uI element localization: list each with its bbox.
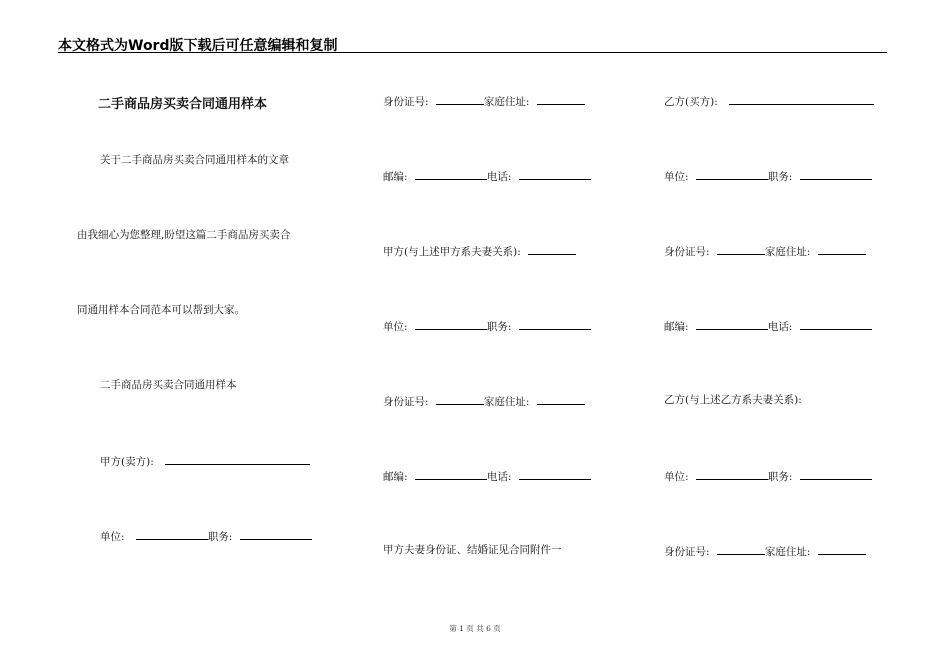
party-b-label: 乙方(买方): [664, 96, 718, 108]
intro-line-2: 由我细心为您整理,盼望这篇二手商品房买卖合 [77, 229, 291, 241]
address-field[interactable] [537, 93, 585, 105]
intro-line-3: 同通用样本合同范本可以帮到大家。 [77, 304, 245, 316]
id-address-row-2 [664, 543, 866, 559]
id-label: 身份证号: [383, 96, 429, 108]
unit-field[interactable] [696, 468, 768, 480]
address-field[interactable] [818, 243, 866, 255]
unit-label: 单位: [100, 531, 125, 543]
phone-label: 电话: [486, 471, 512, 483]
position-label: 职务: [207, 531, 233, 543]
id-field[interactable] [717, 543, 765, 555]
party-a-label: 甲方(卖方): [100, 456, 154, 468]
party-b-row [664, 93, 874, 109]
postcode-label: 邮编: [664, 321, 689, 333]
unit-field[interactable] [696, 168, 768, 180]
phone-label: 电话: [767, 321, 793, 333]
phone-field[interactable] [519, 168, 591, 180]
unit-position-row-2 [664, 468, 872, 484]
address-label: 家庭住址: [764, 546, 811, 558]
id-field[interactable] [436, 93, 484, 105]
position-field[interactable] [800, 468, 872, 480]
section-subtitle: 二手商品房买卖合同通用样本 [100, 379, 237, 391]
postcode-phone-row [383, 168, 591, 184]
address-field[interactable] [537, 393, 585, 405]
intro-line-1: 关于二手商品房买卖合同通用样本的文章 [100, 154, 289, 166]
postcode-field[interactable] [696, 318, 768, 330]
id-label: 身份证号: [383, 396, 429, 408]
position-field[interactable] [240, 528, 312, 540]
position-field[interactable] [519, 318, 591, 330]
unit-row [100, 528, 312, 544]
party-a-row [100, 453, 310, 469]
id-field[interactable] [436, 393, 484, 405]
unit-label: 单位: [664, 171, 689, 183]
unit-label: 单位: [383, 321, 408, 333]
postcode-field[interactable] [415, 168, 487, 180]
document-title: 二手商品房买卖合同通用样本 [98, 97, 268, 112]
unit-field[interactable] [136, 528, 208, 540]
header-note: 本文格式为Word版下载后可任意编辑和复制 [58, 38, 338, 54]
unit-label: 单位: [664, 471, 689, 483]
address-label: 家庭住址: [764, 246, 811, 258]
address-label: 家庭住址: [483, 396, 530, 408]
postcode-label: 邮编: [383, 471, 408, 483]
id-address-row [383, 93, 585, 109]
attachment-note: 甲方夫妻身份证、结婚证见合同附件一 [383, 544, 562, 556]
phone-field[interactable] [519, 468, 591, 480]
address-field[interactable] [818, 543, 866, 555]
postcode-label: 邮编: [383, 171, 408, 183]
id-label: 身份证号: [664, 246, 710, 258]
spouse-b-label: 乙方(与上述乙方系夫妻关系): [664, 394, 802, 406]
unit-position-row [664, 168, 872, 184]
phone-field[interactable] [800, 318, 872, 330]
unit-field[interactable] [415, 318, 487, 330]
spouse-a-field[interactable] [528, 243, 576, 255]
header-divider [58, 52, 887, 53]
spouse-a-row [383, 243, 576, 259]
position-field[interactable] [800, 168, 872, 180]
party-a-field[interactable] [165, 453, 310, 465]
position-label: 职务: [767, 171, 793, 183]
party-b-field[interactable] [729, 93, 874, 105]
page-number: 第 1 页 共 6 页 [449, 624, 501, 633]
phone-label: 电话: [486, 171, 512, 183]
spouse-a-label: 甲方(与上述甲方系夫妻关系): [383, 246, 521, 258]
postcode-phone-row [664, 318, 872, 334]
id-address-row-2 [383, 393, 585, 409]
id-address-row [664, 243, 866, 259]
unit-position-row [383, 318, 591, 334]
id-field[interactable] [717, 243, 765, 255]
postcode-field[interactable] [415, 468, 487, 480]
position-label: 职务: [486, 321, 512, 333]
address-label: 家庭住址: [483, 96, 530, 108]
postcode-phone-row-2 [383, 468, 591, 484]
position-label: 职务: [767, 471, 793, 483]
id-label: 身份证号: [664, 546, 710, 558]
